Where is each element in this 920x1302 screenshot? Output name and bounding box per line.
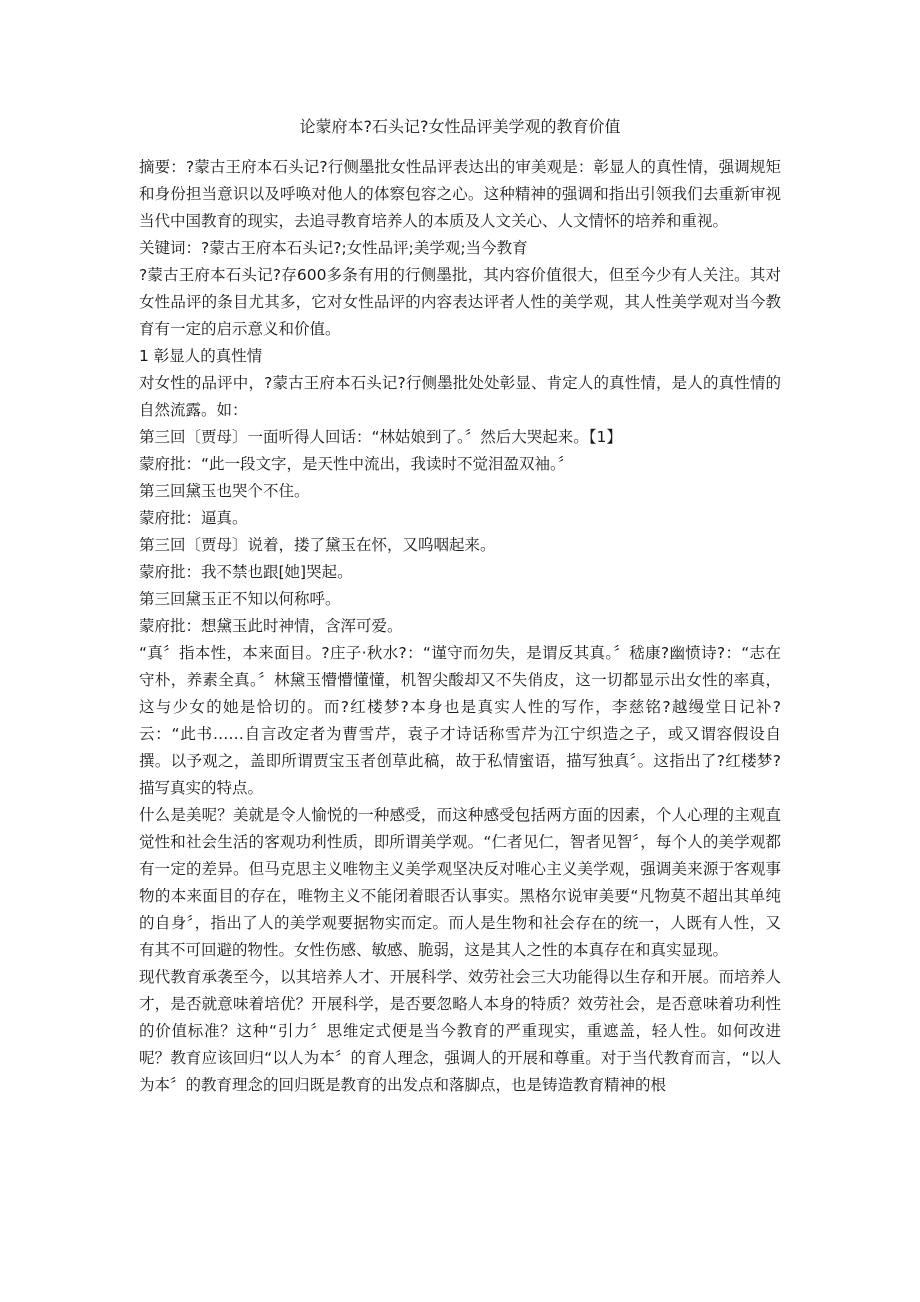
- abstract-paragraph: 摘要：?蒙古王府本石头记?行侧墨批女性品评表达出的审美观是：彰显人的真性情，强调规矩和身份担当意识以及呼唤对他人的体察包容之心。这种精神的强调和指出引领我们去重新审视当代中国教育的现实，去追寻教育培养人的本质及人文关心、人文情怀的培养和重视。: [139, 158, 781, 230]
- body-paragraph: 现代教育承袭至今，以其培养人才、开展科学、效劳社会三大功能得以生存和开展。而培养人才，是否就意味着培优？开展科学，是否要忽略人本身的特质？效劳社会，是否意味着功利性的价值标准？这种“引力〞思维定式便是当今教育的严重现实，重遮盖，轻人性。如何改进呢？教育应该回归“以人为本〞的育人理念，强调人的开展和尊重。对于当代教育而言，“以人为本〞的教育理念的回归既是教育的出发点和落脚点，也是铸造教育精神的根: [139, 968, 781, 1094]
- quote-line: 第三回〔贾母〕一面听得人回话：“林姑娘到了。〞然后大哭起来。【1】: [139, 428, 622, 446]
- document-title: 论蒙府本?石头记?女性品评美学观的教育价值: [299, 117, 621, 136]
- commentary-line: 蒙府批：想黛玉此时神情，含浑可爱。: [139, 617, 403, 635]
- section-heading: 1 彰显人的真性情: [139, 347, 263, 365]
- quote-line: 第三回黛玉也哭个不住。: [139, 482, 310, 500]
- body-paragraph: 什么是美呢？美就是令人愉悦的一种感受，而这种感受包括两方面的因素，个人心理的主观直觉性和社会生活的客观功利性质，即所谓美学观。“仁者见仁，智者见智〞，每个人的美学观都有一定的差异。但马克思主义唯物主义美学观坚决反对唯心主义美学观，强调美来源于客观事物的本来面目的存在，唯物主义不能闭着眼否认事实。黑格尔说审美要“凡物莫不超出其单纯的自身〞，指出了人的美学观要据物实而定。而人是生物和社会存在的统一，人既有人性，又有其不可回避的物性。女性伤感、敏感、脆弱，这是其人之性的本真存在和真实显现。: [139, 806, 781, 959]
- keywords-paragraph: 关键词：?蒙古王府本石头记?;女性品评;美学观;当今教育: [139, 239, 528, 257]
- quote-line: 第三回〔贾母〕说着，搂了黛玉在怀，又呜咽起来。: [139, 536, 496, 554]
- intro-paragraph: ?蒙古王府本石头记?存600多条有用的行侧墨批，其内容价值很大，但至今少有人关注。其对女性品评的条目尤其多，它对女性品评的内容表达评者人性的美学观，其人性美学观对当今教育有一定的启示意义和价值。: [139, 266, 781, 338]
- commentary-line: 蒙府批：我不禁也跟[她]哭起。: [139, 563, 353, 581]
- document-body: [139, 154, 781, 1099]
- quote-line: 第三回黛玉正不知以何称呼。: [139, 590, 341, 608]
- body-paragraph: 对女性的品评中，?蒙古王府本石头记?行侧墨批处处彰显、肯定人的真性情，是人的真性情的自然流露。如：: [139, 374, 781, 419]
- commentary-line: 蒙府批：“此一段文字，是天性中流出，我读时不觉泪盈双袖。〞: [139, 455, 574, 473]
- body-paragraph: “真〞指本性，本来面目。?庄子·秋水?：“谨守而勿失，是谓反其真。〞嵇康?幽愤诗?：“志在守朴，养素全真。〞林黛玉懵懵懂懂，机智尖酸却又不失俏皮，这一切都显示出女性的率真，这与少女的她是恰切的。而?红楼梦?本身也是真实人性的写作，李慈铭?越缦堂日记补?云：“此书……自言改定者为曹雪芹，袁子才诗话称雪芹为江宁织造之子，或又谓容假设自撰。以予观之，盖即所谓贾宝玉者创草此稿，故于私情蜜语，描写独真〞。这指出了?红楼梦?描写真实的特点。: [139, 644, 781, 797]
- commentary-line: 蒙府批：逼真。: [139, 509, 248, 527]
